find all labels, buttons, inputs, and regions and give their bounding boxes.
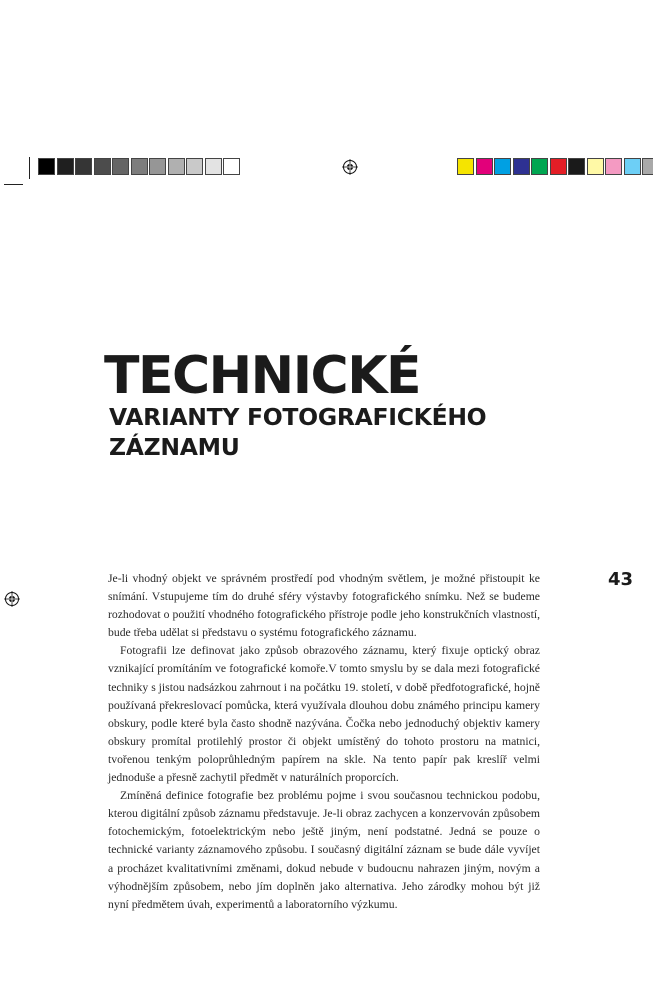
paragraph: Fotografii lze definovat jako způsob obrazového záznamu, který fixuje optický obraz vznikající promítáním ve fotografické komoře.V tomto smyslu by se dala mezi fotografické techniky s jistou nadsázkou zahrnout i na počátku 19. století, v době předfotografické, hojně používaná překreslovací pomůcka, která využívala dlouhou dobu známého principu kamery obskury, podle které byla často shodně nazývána. Čočka nebo jednoduchý objektiv kamery obskury promítal protilehlý prostor či objekt umístěný do tohoto prostoru na matnici, tvořenou tenkým poloprůhledným papírem na skle. Na tento papír pak kreslíř velmi jednoduše a přesně zachytil předmět v naturálních proporcích. <box>108 644 540 785</box>
chapter-title: TECHNICKÉ <box>104 346 421 406</box>
color-swatch <box>205 158 222 175</box>
color-swatch <box>476 158 493 175</box>
color-swatch <box>605 158 622 175</box>
chapter-subtitle-line-1: VARIANTY FOTOGRAFICKÉHO <box>109 403 487 431</box>
color-swatch <box>149 158 166 175</box>
body-text <box>108 570 540 914</box>
color-swatch <box>94 158 111 175</box>
color-swatch <box>587 158 604 175</box>
color-swatch <box>112 158 129 175</box>
color-swatch <box>57 158 74 175</box>
color-swatch <box>568 158 585 175</box>
color-swatch <box>38 158 55 175</box>
chapter-heading <box>104 346 487 462</box>
color-swatch <box>642 158 653 175</box>
page-number: 43 <box>608 569 634 590</box>
color-swatch <box>624 158 641 175</box>
chapter-subtitle-line-2: ZÁZNAMU <box>109 433 240 461</box>
color-swatch <box>75 158 92 175</box>
color-swatch <box>223 158 240 175</box>
color-swatch <box>531 158 548 175</box>
grayscale-calibration-bar <box>38 158 242 176</box>
color-swatch <box>168 158 185 175</box>
color-swatch <box>131 158 148 175</box>
paragraph: Je-li vhodný objekt ve správném prostředí pod vhodným světlem, je možné přistoupit ke snímání. Vstupujeme tím do druhé sféry výstavby fotografického snímku. Než se budeme rozhodovat o použití vhodného fotografického přístroje podle jeho konstrukčních vlastností, bude třeba udělat si představu o systému fotografického záznamu. <box>108 572 540 640</box>
color-swatch <box>457 158 474 175</box>
color-swatch <box>494 158 511 175</box>
crop-mark-vertical <box>29 157 30 179</box>
registration-mark-icon <box>4 591 20 607</box>
color-swatch <box>550 158 567 175</box>
crop-mark-horizontal <box>4 184 23 185</box>
registration-mark-icon <box>342 159 358 175</box>
color-swatch <box>513 158 530 175</box>
paragraph: Zmíněná definice fotografie bez problému pojme i svou současnou technickou podobu, kterou digitální způsob záznamu představuje. Je-li obraz zachycen a konzervován způsobem fotochemickým, fotoelektrickým nebo ještě jiným, není podstatné. Jedná se pouze o technické varianty záznamového způsobu. I současný digitální záznam se bude dále vyvíjet a procházet kvalitativními změnami, dokud nebude v budoucnu nahrazen jiným, novým a výhodnějším způsobem, nebo jím doplněn jako alternativa. Jeho zárodky mohou být již nyní předmětem úvah, experimentů a laboratorního výzkumu. <box>108 789 540 911</box>
color-calibration-bar <box>457 158 653 176</box>
color-swatch <box>186 158 203 175</box>
